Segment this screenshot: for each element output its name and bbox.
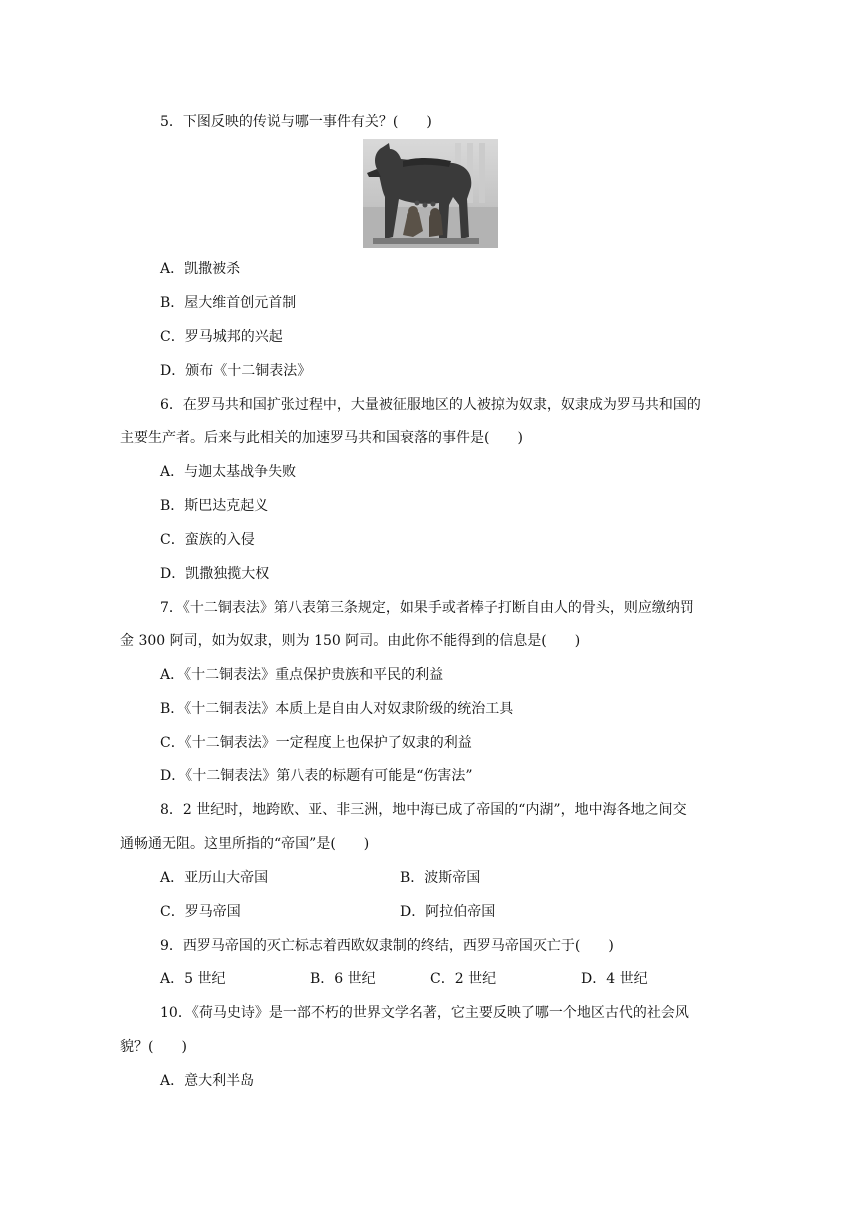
question-10-stem-cont: 貌？( )	[120, 1039, 187, 1055]
she-wolf-statue-image	[363, 139, 498, 248]
question-5-option-c: C．罗马城邦的兴起	[160, 329, 283, 345]
question-7-option-c: C．《十二铜表法》一定程度上也保护了奴隶的利益	[160, 735, 472, 751]
question-6-option-b: B．斯巴达克起义	[160, 498, 269, 514]
question-6-stem-cont: 主要生产者。后来与此相关的加速罗马共和国衰落的事件是( )	[120, 430, 523, 446]
question-7-option-b: B．《十二铜表法》本质上是自由人对奴隶阶级的统治工具	[160, 701, 514, 717]
question-7-option-a: A．《十二铜表法》重点保护贵族和平民的利益	[160, 667, 444, 683]
question-6-option-a: A．与迦太基战争失败	[160, 464, 297, 480]
question-8-option-c: C．罗马帝国	[160, 904, 241, 920]
question-8-option-d: D．阿拉伯帝国	[400, 904, 496, 920]
question-8-option-b: B．波斯帝国	[400, 870, 481, 886]
question-6-stem: 6．在罗马共和国扩张过程中，大量被征服地区的人被掠为奴隶，奴隶成为罗马共和国的	[160, 397, 701, 413]
question-7-stem: 7．《十二铜表法》第八表第三条规定，如果手或者棒子打断自由人的骨头，则应缴纳罚	[160, 600, 694, 616]
question-5-option-d: D．颁布《十二铜表法》	[160, 363, 312, 379]
question-8-option-a: A．亚历山大帝国	[160, 870, 269, 886]
question-8-stem: 8．2 世纪时，地跨欧、亚、非三洲，地中海已成了帝国的“内湖”，地中海各地之间交	[160, 802, 687, 818]
question-9-option-a: A．5 世纪	[160, 971, 226, 987]
question-9-stem: 9．西罗马帝国的灭亡标志着西欧奴隶制的终结，西罗马帝国灭亡于( )	[160, 938, 614, 954]
question-10-stem: 10．《荷马史诗》是一部不朽的世界文学名著，它主要反映了哪一个地区古代的社会风	[160, 1005, 689, 1021]
question-6-option-c: C．蛮族的入侵	[160, 532, 255, 548]
question-9-option-b: B．6 世纪	[310, 971, 376, 987]
question-7-option-d: D．《十二铜表法》第八表的标题有可能是“伤害法”	[160, 768, 473, 784]
question-8-stem-cont: 通畅通无阻。这里所指的“帝国”是( )	[120, 836, 370, 852]
question-6-option-d: D．凯撒独揽大权	[160, 566, 270, 582]
question-5-stem: 5．下图反映的传说与哪一事件有关？( )	[160, 114, 432, 130]
question-10-option-a: A．意大利半岛	[160, 1073, 255, 1089]
question-5-option-b: B．屋大维首创元首制	[160, 295, 297, 311]
question-5-option-a: A．凯撒被杀	[160, 261, 241, 277]
question-9-option-d: D．4 世纪	[581, 971, 648, 987]
question-9-option-c: C．2 世纪	[430, 971, 497, 987]
question-7-stem-cont: 金 300 阿司，如为奴隶，则为 150 阿司。由此你不能得到的信息是( )	[120, 633, 581, 649]
